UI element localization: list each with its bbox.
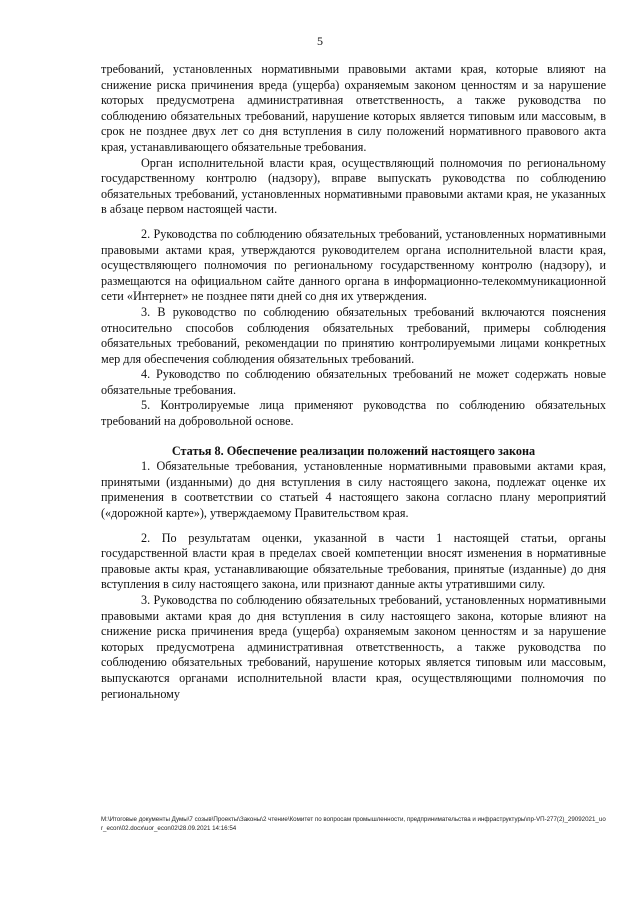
paragraph: требований, установленных нормативными правовыми актами края, которые влияют на снижение риска причинения вреда (ущерба) охраняемым законом ценностям и за нарушение которых предусмотрена административная ответственность, а также руководства по соблюдению обязательных требований, нарушение которых является типовым или массовым, в срок не позднее двух лет со дня вступления в силу положений нормативного правового акта края, устанавливающего обязательные требования.: [101, 62, 606, 154]
file-path-footer: M:\Итоговые документы Думы\7 созыв\Проекты\Законы\2 чтение\Комитет по вопросам промышленности, предпринимательства и инфраструктуры\пр-VП-277(2)_29092021_uor_econ\02.docx\uor_econ02\28.09.2021 14:16:54: [101, 816, 606, 832]
page-number: 5: [317, 34, 323, 48]
article-paragraph: 1. Обязательные требования, установленные нормативными правовыми актами края, принятыми (изданными) до дня вступления в силу настоящего закона, подлежат оценке их применения в соответствии со статьей 4 настоящего закона согласно плану мероприятий («дорожной карте»), утверждаемому Правительством края.: [101, 459, 606, 521]
paragraph: 5. Контролируемые лица применяют руководства по соблюдению обязательных требований на добровольной основе.: [101, 398, 606, 429]
paragraph: Орган исполнительной власти края, осуществляющий полномочия по региональному государственному контролю (надзору), вправе выпускать руководства по соблюдению обязательных требований, установленных нормативными правовыми актами края, не указанных в абзаце первом настоящей части.: [101, 155, 606, 217]
article-heading: Статья 8. Обеспечение реализации положений настоящего закона: [171, 443, 536, 458]
article-paragraph: 2. По результатам оценки, указанной в части 1 настоящей статьи, органы государственной власти края в пределах своей компетенции вносят изменения в нормативные правовые акты края, устанавливающие обязательные требования, принятые (изданные) до дня вступления в силу настоящего закона, или признают данные акты утратившими силу.: [101, 530, 606, 592]
paragraph: 3. В руководство по соблюдению обязательных требований включаются пояснения относительно способов соблюдения обязательных требований, примеры соблюдения обязательных требований, рекомендации по принятию контролируемыми лицами конкретных мер для обеспечения соблюдения обязательных требований.: [101, 304, 606, 366]
paragraph: 2. Руководства по соблюдению обязательных требований, установленных нормативными правовыми актами края, утверждаются руководителем органа исполнительной власти края, осуществляющего полномочия по региональному государственному контролю (надзору), и размещаются на официальном сайте данного органа в информационно-телекоммуникационной сети «Интернет» не позднее пяти дней со дня их утверждения.: [101, 226, 606, 304]
document-body: [101, 62, 606, 702]
paragraph: 4. Руководство по соблюдению обязательных требований не может содержать новые обязательные требования.: [101, 367, 606, 397]
article-paragraph: 3. Руководства по соблюдению обязательных требований, установленных нормативными правовыми актами края до дня вступления в силу настоящего закона, которые влияют на снижение риска причинения вреда (ущерба) охраняемым законом ценностям и за нарушение которых предусмотрена административная ответственность, а также руководства по соблюдению обязательных требований, нарушение которых является типовым или массовым, выпускаются органами исполнительной власти края, осуществляющими полномочия по региональному: [101, 593, 606, 701]
